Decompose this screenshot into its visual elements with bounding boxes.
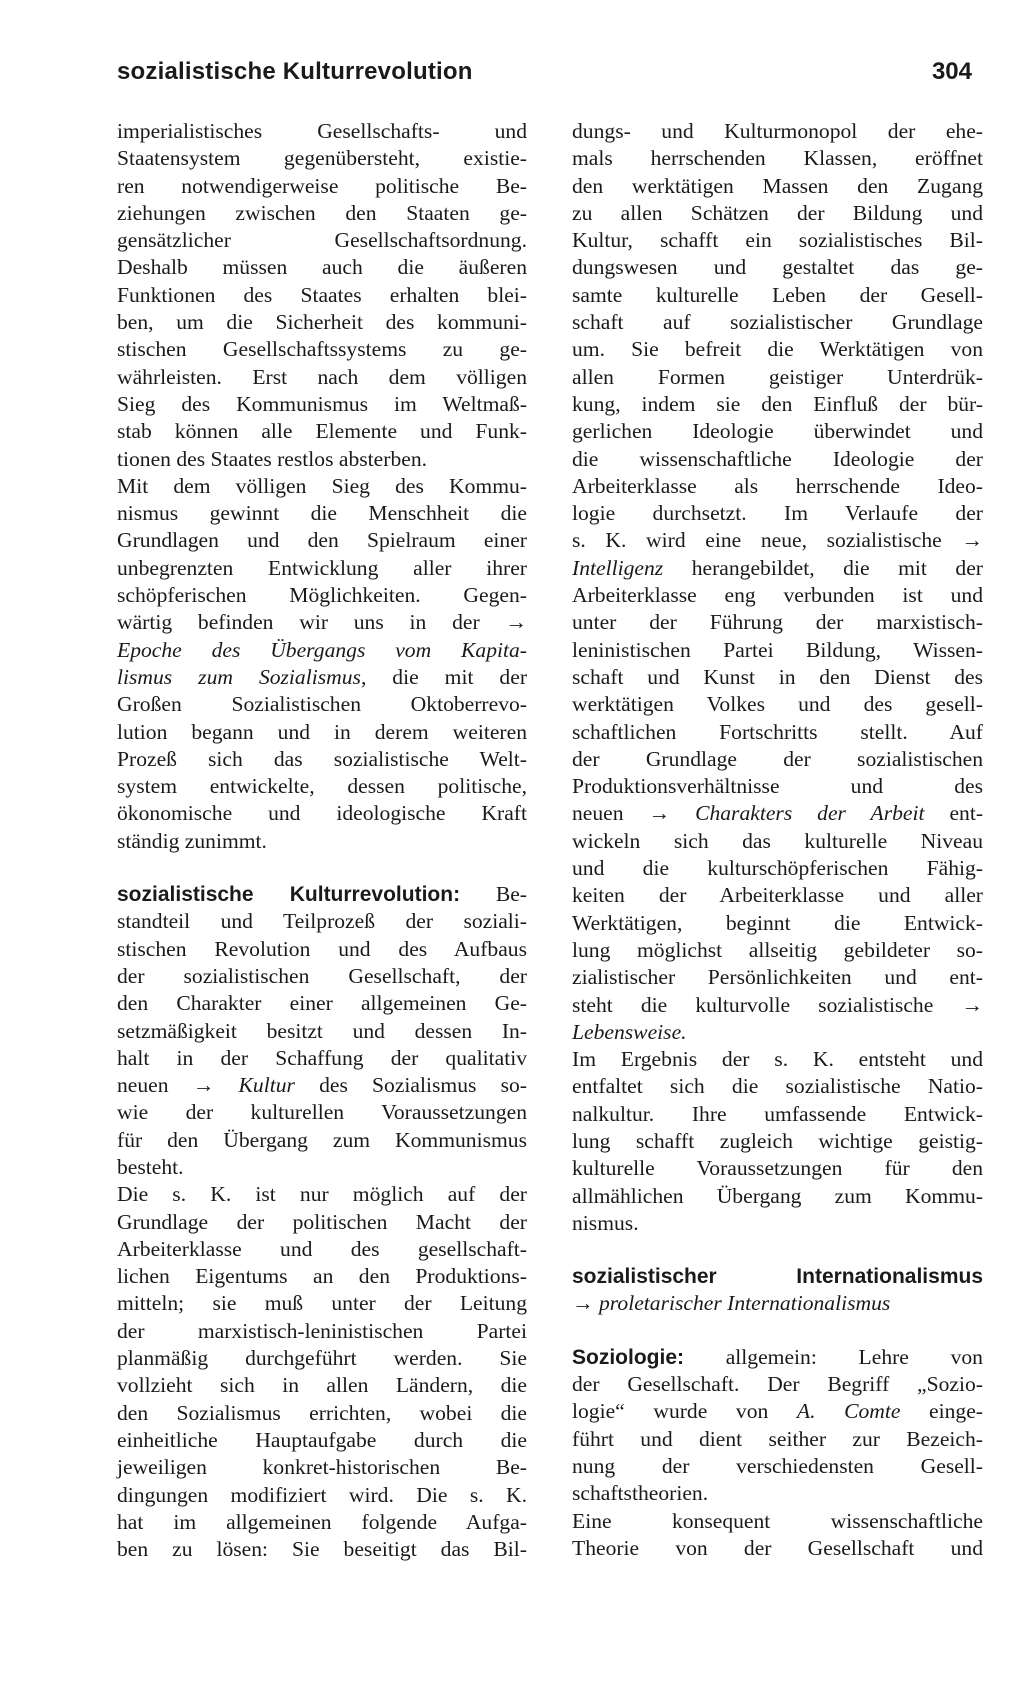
- text-line: den Sozialismus errichten, wobei die: [117, 1400, 527, 1425]
- text-line: imperialistisches Gesellschafts- und: [117, 119, 527, 143]
- cross-reference-arrow-icon: →: [961, 528, 983, 553]
- text-run: s. K. wird eine neue, sozialistische: [572, 528, 942, 553]
- text-line: Staatensystem gegenübersteht, existie-: [117, 146, 527, 171]
- text-line: [572, 1344, 983, 1371]
- text-line: [572, 1263, 983, 1290]
- text-line: planmäßig durchgeführt werden. Sie: [117, 1346, 527, 1371]
- text-line: Grundlage der politischen Macht der: [117, 1209, 527, 1234]
- cross-reference-arrow-icon: →: [192, 1073, 215, 1098]
- text-line: leninistischen Partei Bildung, Wissen-: [572, 637, 983, 662]
- text-line: schaftlichen Fortschritts stellt. Auf: [572, 719, 983, 744]
- text-line: [572, 800, 983, 827]
- text-line: Die s. K. ist nur möglich auf der: [117, 1182, 527, 1207]
- text-line: Deshalb müssen auch die äußeren: [117, 255, 527, 280]
- text-line: Im Ergebnis der s. K. entsteht und: [572, 1047, 983, 1072]
- text-line: [572, 1290, 983, 1317]
- text-line: system entwickelte, dessen politische,: [117, 774, 527, 799]
- text-run: ent-: [949, 801, 984, 826]
- text-line: tionen des Staates restlos absterben.: [117, 446, 428, 471]
- text-line: werktätigen Volkes und des gesell-: [572, 692, 983, 717]
- right-column: [572, 118, 983, 1562]
- text-line: [572, 555, 983, 582]
- paragraph: [572, 1046, 983, 1237]
- running-head: sozialistische Kulturrevolution: [117, 58, 473, 85]
- text-line: Arbeiterklasse eng verbunden ist und: [572, 583, 983, 608]
- text-line: Kultur, schafft ein sozialistisches Bil-: [572, 228, 983, 253]
- text-line: logie durchsetzt. Im Verlaufe der: [572, 501, 983, 526]
- cross-reference-link[interactable]: lismus zum Sozialismus: [117, 664, 361, 689]
- text-line: für den Übergang zum Kommunismus: [117, 1127, 527, 1152]
- text-line: ziehungen zwischen den Staaten ge-: [117, 200, 527, 225]
- entry-headword: Soziologie:: [572, 1345, 684, 1369]
- text-line: dungs- und Kulturmonopol der ehe-: [572, 119, 983, 143]
- text-line: kulturelle Voraussetzungen für den: [572, 1156, 983, 1181]
- text-line: Sieg des Kommunismus im Weltmaß-: [117, 391, 527, 416]
- text-line: allmählichen Übergang zum Kommu-: [572, 1183, 983, 1208]
- text-line: dingungen modifiziert wird. Die s. K.: [117, 1482, 527, 1507]
- cross-reference-link[interactable]: Epoche des Übergangs vom Kapita-: [117, 637, 527, 662]
- text-line: gensätzlicher Gesellschaftsordnung.: [117, 228, 527, 253]
- cross-reference-arrow-icon: →: [961, 992, 983, 1017]
- text-line: schaft und Kunst in den Dienst des: [572, 664, 983, 689]
- text-line: besteht.: [117, 1154, 184, 1179]
- text-line: den werktätigen Massen den Zugang: [572, 173, 983, 198]
- text-line: Prozeß sich das sozialistische Welt-: [117, 746, 527, 771]
- text-line: [117, 881, 527, 908]
- text-line: nalkultur. Ihre umfassende Entwick-: [572, 1101, 983, 1126]
- text-line: währleisten. Erst nach dem völligen: [117, 364, 527, 389]
- text-line: entfaltet sich die sozialistische Natio-: [572, 1074, 983, 1099]
- text-line: Grundlagen und den Spielraum einer: [117, 528, 527, 553]
- text-line: mals herrschenden Klassen, eröffnet: [572, 146, 983, 171]
- text-line: [572, 992, 983, 1019]
- dictionary-entry: [572, 1344, 983, 1562]
- text-line: [117, 609, 527, 636]
- text-line: stischen Revolution und des Aufbaus: [117, 936, 527, 961]
- text-line: allen Formen geistiger Unterdrük-: [572, 364, 983, 389]
- text-line: keiten der Arbeiterklasse und aller: [572, 883, 983, 908]
- entry-headword: Internationalismus: [796, 1265, 983, 1289]
- text-line: schaftstheorien.: [572, 1481, 709, 1506]
- page-number: 304: [931, 58, 972, 85]
- text-line: Werktätigen, beginnt die Entwick-: [572, 910, 983, 935]
- text-line: Arbeiterklasse und des gesellschaft-: [117, 1236, 527, 1261]
- text-line: [117, 664, 527, 691]
- text-line: Theorie von der Gesellschaft und: [572, 1535, 983, 1560]
- text-line: ökonomische und ideologische Kraft: [117, 801, 527, 826]
- text-run: neuen: [117, 1073, 169, 1098]
- text-line: Produktionsverhältnisse und des: [572, 774, 983, 799]
- text-line: [572, 527, 983, 554]
- text-line: nismus gewinnt die Menschheit die: [117, 501, 527, 526]
- text-run: des Sozialismus so-: [319, 1073, 527, 1098]
- text-line: vollzieht sich in allen Ländern, die: [117, 1373, 527, 1398]
- paragraph: [117, 473, 527, 855]
- text-line: lichen Eigentums an den Produktions-: [117, 1264, 527, 1289]
- entry-headword: sozialistische Kulturrevolution:: [117, 883, 461, 907]
- text-line: standteil und Teilprozeß der soziali-: [117, 909, 527, 934]
- text-line: zialistischer Persönlichkeiten und ent-: [572, 965, 983, 990]
- text-line: um. Sie befreit die Werktätigen von: [572, 337, 983, 362]
- text-line: stab können alle Elemente und Funk-: [117, 419, 527, 444]
- text-line: der Grundlage der sozialistischen: [572, 746, 983, 771]
- text-line: dungswesen und gestaltet das ge-: [572, 255, 983, 280]
- text-line: schöpferischen Möglichkeiten. Gegen-: [117, 583, 527, 608]
- text-run: wärtig befinden wir uns in der: [117, 610, 480, 635]
- text-run: logie“ wurde von: [572, 1399, 769, 1424]
- cross-reference-link[interactable]: Lebensweise.: [572, 1019, 687, 1044]
- person-name: A. Comte: [796, 1399, 901, 1424]
- text-run: , die mit der: [360, 664, 528, 689]
- text-line: hat im allgemeinen folgende Aufga-: [117, 1509, 527, 1534]
- text-line: [117, 1072, 527, 1099]
- paragraph: [117, 118, 527, 473]
- spacer: [117, 855, 527, 881]
- text-line: mitteln; sie muß unter der Leitung: [117, 1291, 527, 1316]
- text-run: herangebildet, die mit der: [691, 555, 983, 580]
- text-line: setzmäßigkeit besitzt und dessen In-: [117, 1018, 527, 1043]
- text-run: Be-: [495, 882, 527, 907]
- text-line: der sozialistischen Gesellschaft, der: [117, 963, 527, 988]
- cross-reference-arrow-icon: →: [572, 1291, 594, 1316]
- cross-reference-link[interactable]: Kultur: [238, 1073, 295, 1098]
- text-line: ständig zunimmt.: [117, 828, 267, 853]
- text-line: Eine konsequent wissenschaftliche: [572, 1508, 983, 1533]
- text-line: ben zu lösen: Sie beseitigt das Bil-: [117, 1537, 527, 1562]
- text-line: zu allen Schätzen der Bildung und: [572, 200, 983, 225]
- text-line: ren notwendigerweise politische Be-: [117, 173, 527, 198]
- text-line: der Gesellschaft. Der Begriff „Sozio-: [572, 1372, 983, 1397]
- text-line: jeweiligen konkret-historischen Be-: [117, 1455, 527, 1480]
- text-line: Mit dem völligen Sieg des Kommu-: [117, 473, 527, 498]
- text-line: wie der kulturellen Voraussetzungen: [117, 1100, 527, 1125]
- spacer: [572, 1318, 983, 1344]
- text-line: unter der Führung der marxistisch-: [572, 610, 983, 635]
- text-line: samte kulturelle Leben der Gesell-: [572, 282, 983, 307]
- cross-reference-link[interactable]: proletarischer Internationalismus: [599, 1291, 891, 1316]
- dictionary-entry: [572, 1263, 983, 1318]
- text-line: unbegrenzten Entwicklung aller ihrer: [117, 555, 527, 580]
- text-line: schaft auf sozialistischer Grundlage: [572, 310, 983, 335]
- text-line: und die kulturschöpferischen Fähig-: [572, 856, 983, 881]
- text-line: gerlichen Ideologie überwindet und: [572, 419, 983, 444]
- text-line: Funktionen des Staates erhalten blei-: [117, 282, 527, 307]
- text-line: lution begann und in derem weiteren: [117, 719, 527, 744]
- text-line: lung möglichst allseitig gebildeter so-: [572, 937, 983, 962]
- text-run: steht die kulturvolle sozialistische: [572, 992, 934, 1017]
- text-line: die wissenschaftliche Ideologie der: [572, 446, 983, 471]
- text-run: allgemein: Lehre von: [725, 1344, 983, 1369]
- text-line: den Charakter einer allgemeinen Ge-: [117, 991, 527, 1016]
- entry-headword: sozialistischer: [572, 1265, 717, 1289]
- spacer: [572, 1237, 983, 1263]
- text-line: einheitliche Hauptaufgabe durch die: [117, 1427, 527, 1452]
- text-line: kung, indem sie den Einfluß der bür-: [572, 391, 983, 416]
- text-run: einge-: [929, 1399, 983, 1424]
- text-line: Arbeiterklasse als herrschende Ideo-: [572, 473, 983, 498]
- cross-reference-arrow-icon: →: [648, 801, 671, 826]
- dictionary-entry: [117, 881, 527, 1563]
- text-line: nung der verschiedensten Gesell-: [572, 1453, 983, 1478]
- cross-reference-link[interactable]: Charakters der Arbeit: [695, 801, 925, 826]
- text-line: stischen Gesellschaftssystems zu ge-: [117, 337, 527, 362]
- text-line: nismus.: [572, 1210, 639, 1235]
- left-column: [117, 118, 527, 1563]
- text-line: führt und dient seither zur Bezeich-: [572, 1426, 983, 1451]
- text-run: neuen: [572, 801, 624, 826]
- text-line: lung schafft zugleich wichtige geistig-: [572, 1128, 983, 1153]
- cross-reference-link[interactable]: Intelligenz: [572, 555, 664, 580]
- text-line: wickeln sich das kulturelle Niveau: [572, 828, 983, 853]
- text-line: Großen Sozialistischen Oktoberrevo-: [117, 692, 527, 717]
- text-line: der marxistisch-leninistischen Partei: [117, 1318, 527, 1343]
- cross-reference-arrow-icon: →: [505, 610, 527, 635]
- text-line: halt in der Schaffung der qualitativ: [117, 1045, 527, 1070]
- text-line: ben, um die Sicherheit des kommuni-: [117, 310, 527, 335]
- paragraph: [572, 118, 983, 1046]
- text-line: [572, 1398, 983, 1425]
